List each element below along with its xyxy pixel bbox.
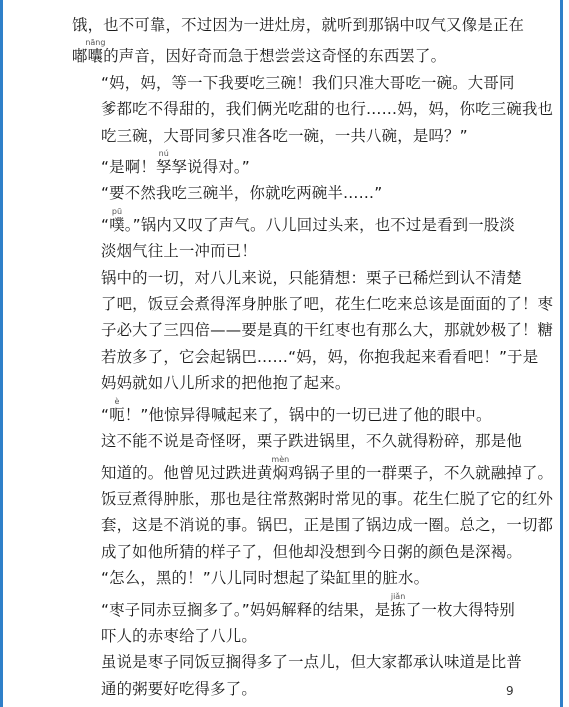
text-line: “要不然我吃三碗半，你就吃两碗半……” (101, 184, 383, 203)
text-line: 饭豆煮得肿胀，那也是往常熬粥时常见的事。花生仁脱了它的红外 (101, 489, 554, 508)
paragraph (72, 649, 522, 702)
text-line: “呃è！”他惊异得喊起来了，锅中的一切已进了他的眼中。 (101, 396, 492, 424)
text-line: 了吧，饭豆会煮得浑身肿胀了吧，花生仁吃来总该是面面的了！枣 (101, 295, 554, 314)
text-line: 这不能不说是奇怪呀，栗子跌进锅里，不久就得粉碎，那是他 (101, 432, 522, 451)
paragraph (72, 397, 512, 428)
paragraph (72, 12, 525, 70)
story-text (72, 12, 554, 702)
paragraph (72, 206, 516, 265)
text-line: 虽说是枣子同饭豆搁得多了一点儿，但大家都承认味道是比普 (101, 653, 522, 672)
paragraph (72, 428, 554, 565)
paragraph (72, 149, 512, 180)
paragraph (72, 591, 516, 650)
text-line: “噗pū。”锅内又叹了声气。八儿回过头来，也不过是看到一股淡 (101, 206, 516, 234)
text-line: 子必大了三四倍——要是真的干红枣也有那么大，那就妙极了！糖 (101, 321, 554, 340)
paragraph (72, 180, 512, 206)
page-number: 9 (506, 684, 514, 698)
text-line: 通的粥要好吃得多了。 (101, 679, 257, 698)
text-line: 若放多了，它会起锅巴……“妈，妈，你抱我起来看看吧！”于是 (101, 347, 539, 366)
text-line: “枣子同赤豆搁多了。”妈妈解释的结果，是拣jiǎn了一枚大得特别 (101, 591, 516, 619)
paragraph (72, 70, 554, 149)
text-line: 锅中的一切，对八儿来说，只能猜想：栗子已稀烂到认不清楚 (101, 268, 522, 287)
text-line: 淡烟气往上一冲而已！ (101, 242, 257, 261)
text-line: 妈妈就如八儿所求的把他抱了起来。 (101, 374, 351, 393)
text-line: 嘟囔nāng的声音，因好奇而急于想尝尝这奇怪的东西罢了。 (72, 38, 447, 66)
text-line: 吓人的赤枣给了八儿。 (101, 626, 257, 645)
paragraph (72, 565, 512, 591)
text-line: 饿，也不可靠，不过因为一进灶房，就听到那锅中叹气又像是正在 (72, 16, 525, 34)
text-line: 吃三碗，大哥同爹只准各吃一碗，一共八碗，是吗？” (101, 126, 468, 145)
paragraph (72, 265, 554, 397)
text-line: 成了如他所猜的样子了，但他却没想到今日粥的颜色是深褐。 (101, 542, 522, 561)
text-line: “是啊！孥nú孥说得对。” (101, 149, 250, 177)
text-line: “妈，妈，等一下我要吃三碗！我们只准大哥吃一碗。大哥同 (101, 73, 515, 92)
text-line: 知道的。他曾见过跌进黄焖mèn鸡锅子里的一群栗子，不久就融掉了。 (101, 454, 554, 482)
text-line: “怎么，黑的！”八儿同时想起了染缸里的脏水。 (101, 569, 430, 588)
text-line: 爹都吃不得甜的，我们俩光吃甜的也行……妈，妈，你吃三碗我也 (101, 100, 554, 119)
text-line: 套，这是不消说的事。锅巴，正是围了锅边成一圈。总之，一切都 (101, 516, 554, 535)
